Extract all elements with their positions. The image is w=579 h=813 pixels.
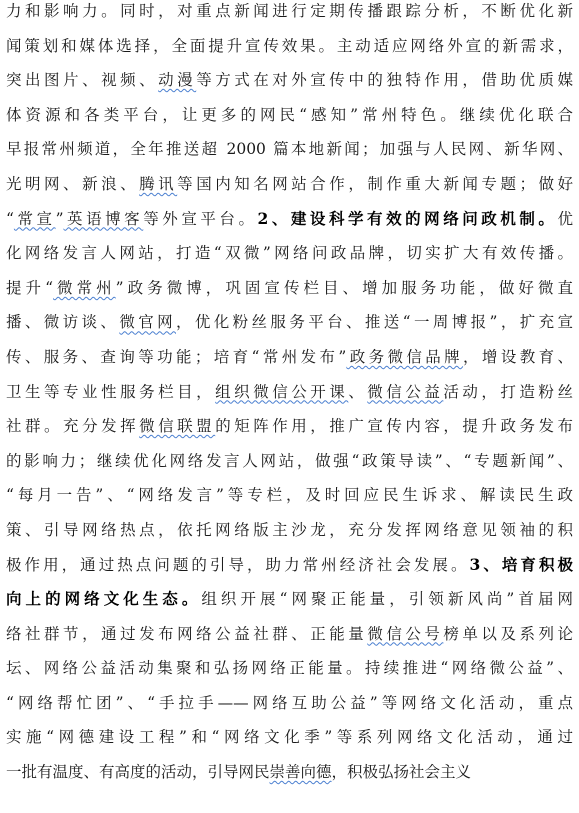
text-line (6, 29, 573, 64)
text-run: 优 (557, 209, 573, 228)
text-run: 化网络发言人网站，打造“双微”网络问政品牌，切实扩大有效传播。 (6, 244, 573, 263)
text-run: ”政务微博，巩固宣传栏目、增加服务功能，做好微直 (115, 278, 573, 297)
text-run: 的矩阵作用，推广宣传内容，提升政务发布 (215, 417, 573, 436)
text-run: “每月一告”、“网络发言”等专栏，及时回应民生诉求、解读民生政 (6, 486, 573, 505)
bold-heading-text: 向上的网络文化生态。 (6, 589, 202, 609)
bold-heading-text: 3、培育积极 (469, 554, 573, 574)
text-run: 体资源和各类平台，让更多的网民“感知”常州特色。继续优化联合 (6, 105, 573, 124)
text-run: “ (6, 209, 14, 228)
text-line (6, 755, 573, 790)
text-run: 策、引导网络热点，依托网络版主沙龙，充分发挥网络意见领袖的积 (6, 520, 573, 539)
text-line (6, 132, 573, 167)
text-line (6, 271, 573, 306)
spellcheck-marked-text: 崇善向德 (269, 763, 332, 782)
text-line (6, 375, 573, 410)
bold-heading-text: 2、建设科学有效的网络问政机制。 (257, 208, 558, 228)
text-line (6, 340, 573, 375)
spellcheck-marked-text: 动漫 (158, 71, 197, 90)
text-run: ，增设教育、 (463, 347, 573, 366)
text-line (6, 651, 573, 686)
text-run: 一批有温度、有高度的活动，引导网民 (6, 763, 270, 782)
text-run: ，积极弘扬社会主义 (331, 763, 472, 782)
text-run: 坛、网络公益活动集聚和弘扬网络正能量。持续推进“网络微公益”、 (6, 659, 573, 678)
text-run: ” (55, 209, 64, 228)
text-run: 等方式在对外宣传中的独特作用，借助优质媒 (196, 71, 573, 90)
spellcheck-marked-text: 微信公号 (367, 624, 444, 643)
spellcheck-marked-text: 政务微信品牌 (346, 347, 464, 366)
text-line (6, 202, 573, 237)
text-run: 组织开展“网聚正能量，引领新风尚”首届网 (201, 590, 573, 609)
spellcheck-marked-text: 英语博客 (63, 209, 144, 228)
text-run: 络社群节，通过发布网络公益社群、正能量 (6, 624, 368, 643)
text-run: 提升“ (6, 278, 54, 297)
text-run: 卫生等专业性服务栏目， (6, 382, 216, 401)
text-run: 突出图片、视频、 (6, 71, 159, 90)
spellcheck-marked-text: 微信联盟 (139, 417, 216, 436)
text-run: 等外宣平台。 (143, 209, 258, 228)
text-run: 闻策划和媒体选择，全面提升宣传效果。主动适应网络外宣的新需求， (6, 36, 573, 55)
text-line (6, 686, 573, 721)
text-line (6, 444, 573, 479)
text-line (6, 63, 573, 98)
text-line (6, 236, 573, 271)
text-line (6, 98, 573, 133)
text-run: 传、服务、查询等功能；培育“常州发布” (6, 347, 347, 366)
text-line (6, 548, 573, 583)
text-run: 光明网、新浪、 (6, 174, 140, 193)
text-run: 播、微访谈、 (6, 313, 120, 332)
spellcheck-marked-text: 腾讯 (139, 174, 178, 193)
spellcheck-marked-text: 微常州 (53, 278, 116, 297)
text-line (6, 0, 573, 29)
text-run: 榜单以及系列论 (443, 624, 573, 643)
text-line (6, 167, 573, 202)
text-run: 、 (348, 382, 368, 401)
text-line (6, 617, 573, 652)
text-run: 极作用，通过热点问题的引导，助力常州经济社会发展。 (6, 555, 470, 574)
spellcheck-marked-text: 常宣 (13, 209, 56, 228)
text-run: 社群。充分发挥 (6, 417, 140, 436)
text-run: 的影响力；继续优化网络发言人网站，做强“政策导读”、“专题新闻”、 (6, 451, 573, 470)
spellcheck-marked-text: 微官网 (119, 313, 176, 332)
text-run: 等国内知名网站合作，制作重大新闻专题；做好 (177, 174, 573, 193)
text-line (6, 305, 573, 340)
text-line (6, 513, 573, 548)
text-run: 早报常州频道，全年推送超 2000 篇本地新闻；加强与人民网、新华网、 (6, 140, 573, 159)
text-run: 实施“网德建设工程”和“网络文化季”等系列网络文化活动，通过 (6, 728, 573, 747)
text-line (6, 478, 573, 513)
text-line (6, 720, 573, 755)
text-line (6, 409, 573, 444)
text-run: 活动，打造粉丝 (443, 382, 573, 401)
spellcheck-marked-text: 微信公益 (367, 382, 444, 401)
text-line (6, 582, 573, 617)
text-run: “网络帮忙团”、“手拉手——网络互助公益”等网络文化活动，重点 (6, 693, 573, 712)
text-run: 力和影响力。同时，对重点新闻进行定期传播跟踪分析，不断优化新 (6, 2, 573, 20)
text-run: ，优化粉丝服务平台、推送“一周博报”，扩充宣 (176, 313, 573, 332)
spellcheck-marked-text: 组织微信公开课 (215, 382, 349, 401)
